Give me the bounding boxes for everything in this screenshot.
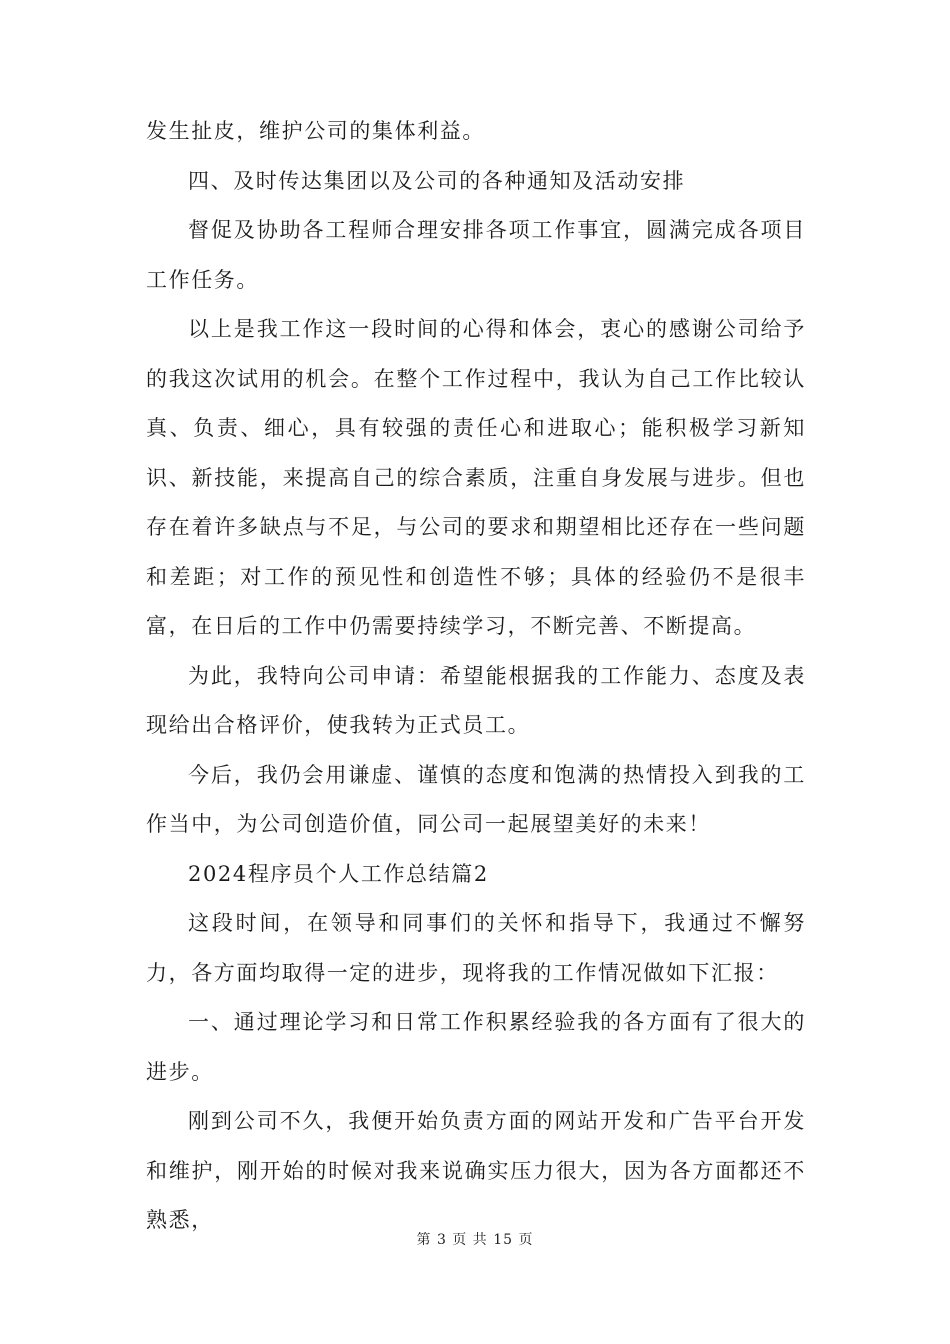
section-heading: 2024程序员个人工作总结篇2 — [188, 861, 489, 886]
paragraph: 一、通过理论学习和日常工作积累经验我的各方面有了很大的进步。 — [146, 1010, 806, 1084]
document-body — [146, 107, 806, 1246]
paragraph: 今后，我仍会用谦虚、谨慎的态度和饱满的热情投入到我的工作当中，为公司创造价值，同公司一起展望美好的未来！ — [146, 762, 806, 836]
paragraph: 发生扯皮，维护公司的集体利益。 — [146, 119, 485, 143]
paragraph: 以上是我工作这一段时间的心得和体会，衷心的感谢公司给予的我这次试用的机会。在整个工作过程中，我认为自己工作比较认真、负责、细心，具有较强的责任心和进取心；能积极学习新知识、新技能，来提高自己的综合素质，注重自身发展与进步。但也存在着许多缺点与不足，与公司的要求和期望相比还存在一些问题和差距；对工作的预见性和创造性不够；具体的经验仍不是很丰富，在日后的工作中仍需要持续学习，不断完善、不断提高。 — [146, 317, 806, 638]
paragraph: 这段时间，在领导和同事们的关怀和指导下，我通过不懈努力，各方面均取得一定的进步，现将我的工作情况做如下汇报： — [146, 911, 806, 985]
page-number-footer: 第 3 页 共 15 页 — [416, 1232, 534, 1248]
paragraph: 为此，我特向公司申请：希望能根据我的工作能力、态度及表现给出合格评价，使我转为正式员工。 — [146, 663, 806, 737]
paragraph: 督促及协助各工程师合理安排各项工作事宜，圆满完成各项目工作任务。 — [146, 218, 806, 292]
paragraph: 四、及时传达集团以及公司的各种通知及活动安排 — [188, 168, 686, 193]
paragraph: 刚到公司不久，我便开始负责方面的网站开发和广告平台开发和维护，刚开始的时候对我来说确实压力很大，因为各方面都还不熟悉， — [146, 1109, 806, 1232]
